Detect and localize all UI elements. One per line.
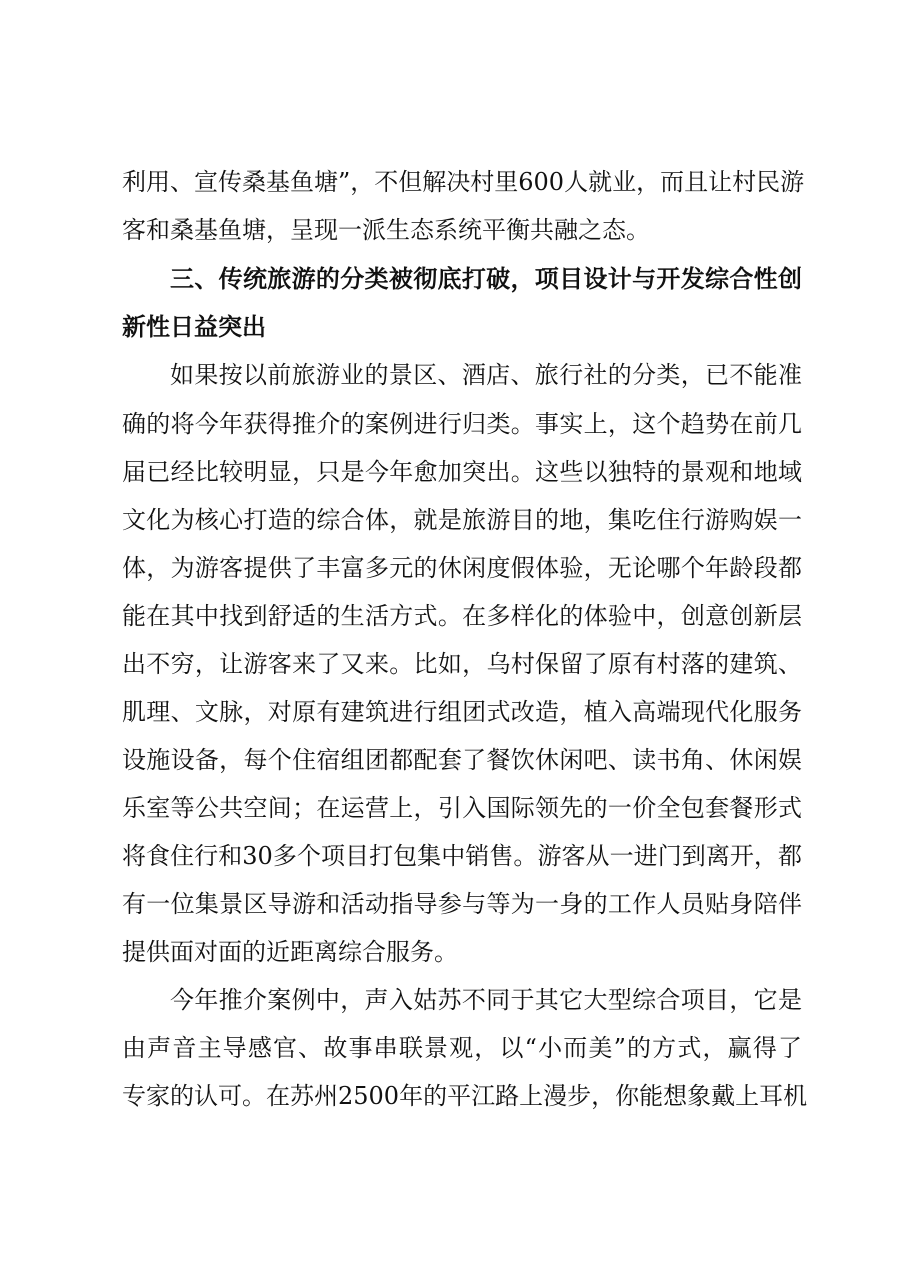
body-text-line: 能在其中找到舒适的生活方式。在多样化的体验中，创意创新层 xyxy=(122,602,802,630)
body-text-line: 如果按以前旅游业的景区、酒店、旅行社的分类，已不能准 xyxy=(170,361,802,389)
body-text-line: 届已经比较明显，只是今年愈加突出。这些以独特的景观和地域 xyxy=(122,458,802,486)
body-text-line: 利用、宣传桑基鱼塘”，不但解决村里600人就业，而且让村民游 xyxy=(122,168,805,196)
body-text-line: 出不穷，让游客来了又来。比如，乌村保留了原有村落的建筑、 xyxy=(122,650,802,678)
body-text-line: 专家的认可。在苏州2500年的平江路上漫步，你能想象戴上耳机 xyxy=(122,1082,808,1110)
body-text-line: 提供面对面的近距离综合服务。 xyxy=(122,938,458,966)
body-text-line: 将食住行和30多个项目打包集中销售。游客从一进门到离开，都 xyxy=(122,842,802,870)
body-text-line: 由声音主导感官、故事串联景观，以“小而美”的方式，赢得了 xyxy=(122,1034,802,1062)
body-text-line: 今年推介案例中，声入姑苏不同于其它大型综合项目，它是 xyxy=(170,986,802,1014)
body-text-line: 有一位集景区导游和活动指导参与等为一身的工作人员贴身陪伴 xyxy=(122,890,802,918)
body-text-line: 肌理、文脉，对原有建筑进行组团式改造，植入高端现代化服务 xyxy=(122,698,802,726)
body-text-line: 客和桑基鱼塘，呈现一派生态系统平衡共融之态。 xyxy=(122,216,650,244)
body-text-line: 确的将今年获得推介的案例进行归类。事实上，这个趋势在前几 xyxy=(122,410,802,438)
body-text-line: 乐室等公共空间；在运营上，引入国际领先的一价全包套餐形式 xyxy=(122,794,802,822)
section-heading: 新性日益突出 xyxy=(122,313,266,341)
body-text-line: 设施设备，每个住宿组团都配套了餐饮休闲吧、读书角、休闲娱 xyxy=(122,746,802,774)
section-heading: 三、传统旅游的分类被彻底打破，项目设计与开发综合性创 xyxy=(170,265,802,293)
body-text-line: 体，为游客提供了丰富多元的休闲度假体验，无论哪个年龄段都 xyxy=(122,554,802,582)
body-text-line: 文化为核心打造的综合体，就是旅游目的地，集吃住行游购娱一 xyxy=(122,506,802,534)
